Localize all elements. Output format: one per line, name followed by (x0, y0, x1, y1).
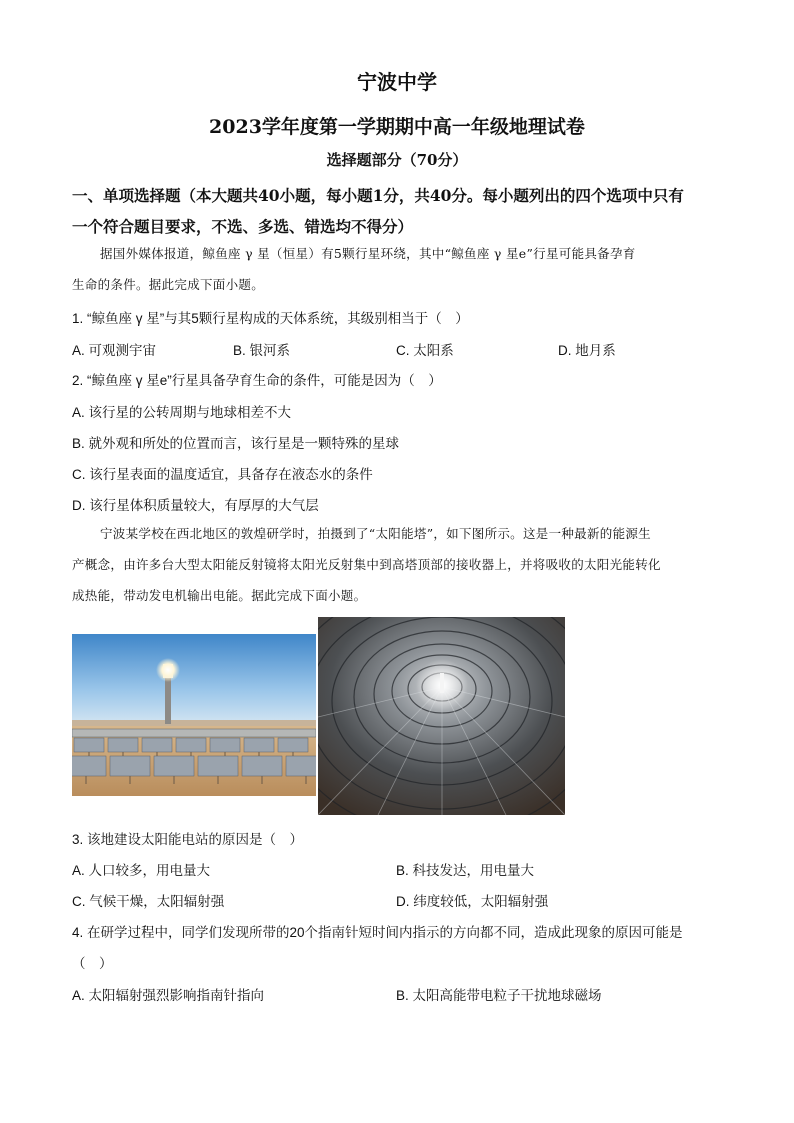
question-2-option-c[interactable]: C. 该行星表面的温度适宜，具备存在液态水的条件 (72, 467, 373, 482)
solar-tower-image (72, 634, 316, 796)
question-2-stem: 2. “鲸鱼座 γ 星e”行星具备孕育生命的条件，可能是因为（ ） (72, 373, 442, 388)
passage-1-line1: 据国外媒体报道，鲸鱼座 γ 星（恒星）有5颗行星环绕，其中“鲸鱼座 γ 星e”行星可能具备孕育 (100, 246, 636, 261)
question-2-option-a[interactable]: A. 该行星的公转周期与地球相差不大 (72, 405, 292, 420)
solar-tower-photo (72, 634, 316, 796)
passage-2 (72, 518, 718, 611)
part-heading: 选择题部分（70分） (326, 151, 468, 169)
question-3-stem: 3. 该地建设太阳能电站的原因是（ ） (72, 832, 304, 847)
question-2-option-b[interactable]: B. 就外观和所处的位置而言，该行星是一颗特殊的星球 (72, 436, 400, 451)
question-1-option-a[interactable]: A. 可观测宇宙 (72, 343, 157, 358)
question-4-stem-line2: （ ） (72, 956, 113, 971)
heliostat-field-aerial-photo (318, 617, 565, 815)
passage-2-line1: 宁波某学校在西北地区的敦煌研学时，拍摄到了“太阳能塔”，如下图所示。这是一种最新的能源生 (100, 526, 651, 541)
school-name: 宁波中学 (357, 70, 437, 94)
heliostat-field-image (318, 617, 565, 815)
question-3-option-b[interactable]: B. 科技发达，用电量大 (396, 863, 535, 878)
question-3-option-c[interactable]: C. 气候干燥，太阳辐射强 (72, 894, 225, 909)
question-1-option-b[interactable]: B. 银河系 (233, 343, 291, 358)
question-3-option-a[interactable]: A. 人口较多，用电量大 (72, 863, 211, 878)
question-1-stem: 1. “鲸鱼座 γ 星”与其5颗行星构成的天体系统，其级别相当于（ ） (72, 311, 469, 326)
passage-1-line2: 生命的条件。据此完成下面小题。 (72, 277, 265, 292)
passage-2-line3: 成热能，带动发电机输出电能。据此完成下面小题。 (72, 588, 367, 603)
exam-title: 2023学年度第一学期期中高一年级地理试卷 (209, 116, 585, 138)
question-3-option-d[interactable]: D. 纬度较低，太阳辐射强 (396, 894, 549, 909)
question-1-option-d[interactable]: D. 地月系 (558, 343, 616, 358)
question-2-option-d[interactable]: D. 该行星体积质量较大，有厚厚的大气层 (72, 498, 319, 513)
section-heading-line2: 一个符合题目要求，不选、多选、错选均不得分） (72, 217, 414, 236)
section-heading (72, 180, 732, 242)
passage-2-line2: 产概念，由许多台大型太阳能反射镜将太阳光反射集中到高塔顶部的接收器上，并将吸收的太阳光能转化 (72, 557, 661, 572)
question-1-option-c[interactable]: C. 太阳系 (396, 343, 454, 358)
question-4-stem-line1: 4. 在研学过程中，同学们发现所带的20个指南针短时间内指示的方向都不同，造成此现象的原因可能是 (72, 925, 683, 940)
section-heading-line1: 一、单项选择题（本大题共40小题，每小题1分，共40分。每小题列出的四个选项中只有 (72, 186, 684, 205)
question-4-option-a[interactable]: A. 太阳辐射强烈影响指南针指向 (72, 988, 265, 1003)
question-4-option-b[interactable]: B. 太阳高能带电粒子干扰地球磁场 (396, 988, 602, 1003)
passage-1 (72, 238, 718, 300)
